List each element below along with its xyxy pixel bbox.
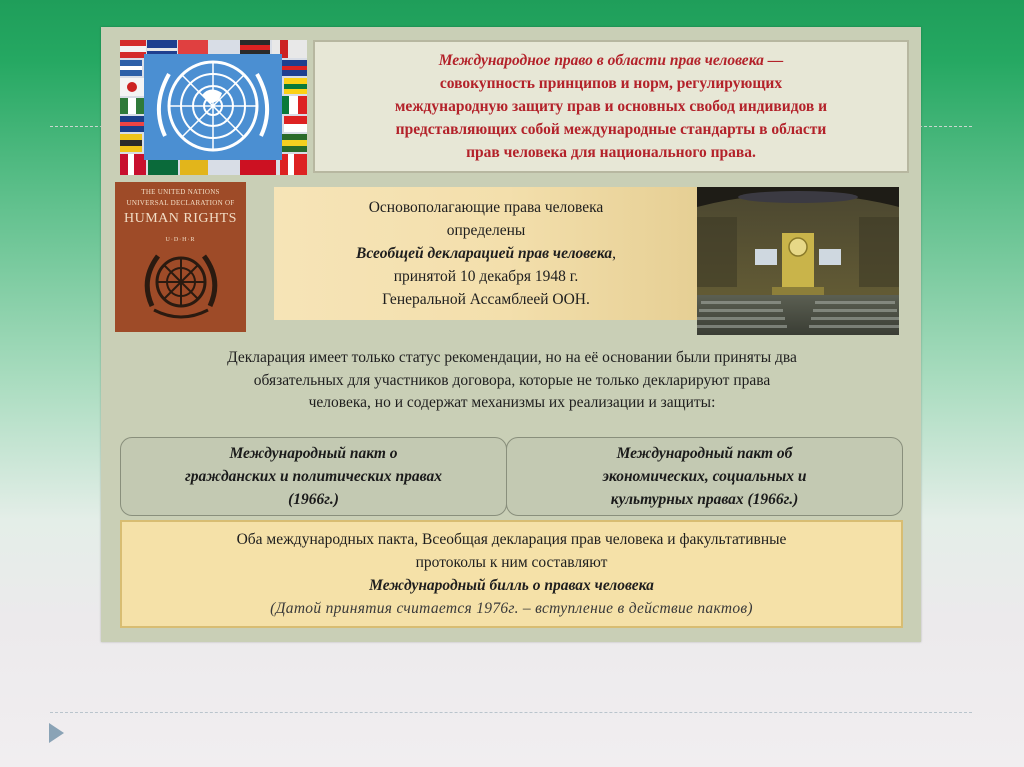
foundation-text: принятой 10 декабря 1948 г. [393, 268, 579, 285]
book-cover-title: HUMAN RIGHTS [124, 211, 237, 226]
un-emblem-flags-image [120, 40, 307, 175]
pact-title: Международный пакт о [229, 445, 398, 462]
pact-year: (1966г.) [288, 491, 339, 508]
foundation-box [274, 187, 698, 320]
book-cover-line: UNIVERSAL DECLARATION OF [126, 199, 235, 207]
foundation-text: Основополагающие права человека [368, 199, 604, 216]
foundation-punct: , [612, 245, 616, 262]
declaration-status-text [121, 347, 903, 415]
bill-text: Оба международных пакта, Всеобщая декларация прав человека и факультативные [236, 531, 787, 548]
definition-text: представляющих собой международные стандарты в области [395, 121, 827, 138]
international-bill-box [120, 520, 903, 628]
bill-text: протоколы к ним составляют [415, 554, 608, 571]
pact-year: культурных правах (1966г.) [610, 491, 799, 508]
foundation-text: Генеральной Ассамблеей ООН. [382, 291, 590, 308]
next-slide-arrow-icon[interactable] [49, 723, 64, 743]
pact-title: гражданских и политических правах [185, 468, 442, 485]
bill-name: Международный билль о правах человека [369, 577, 654, 594]
definition-lead: Международное право в области прав человека — [438, 52, 784, 69]
bill-note: (Датой принятия считается 1976г. – вступление в действие пактов) [270, 600, 753, 617]
pact-economic-social-cultural [506, 437, 903, 516]
pact-title: экономических, социальных и [602, 468, 807, 485]
definition-text: международную защиту прав и основных свобод индивидов и [394, 98, 828, 115]
pact-title: Международный пакт об [616, 445, 793, 462]
definition-text: совокупность принципов и норм, регулирующих [439, 75, 783, 92]
definition-text: прав человека для национального права. [466, 144, 756, 161]
bottom-divider [50, 712, 972, 713]
slide-panel [101, 27, 921, 642]
definition-box [313, 40, 909, 173]
declaration-name: Всеобщей декларацией прав человека [356, 245, 613, 262]
foundation-text: определены [446, 222, 526, 239]
udhr-book-cover-image [115, 182, 246, 332]
declaration-status-line: человека, но и содержат механизмы их реализации и защиты: [308, 394, 716, 411]
un-general-assembly-hall-image [697, 187, 899, 335]
un-wreath-icon [140, 244, 222, 324]
book-cover-line: THE UNITED NATIONS [141, 188, 220, 196]
pact-civil-political [120, 437, 507, 516]
declaration-status-line: Декларация имеет только статус рекомендации, но на её основании были приняты два [227, 349, 797, 366]
book-cover-line: U·D·H·R [165, 237, 196, 243]
declaration-status-line: обязательных для участников договора, которые не только декларируют права [253, 371, 771, 389]
